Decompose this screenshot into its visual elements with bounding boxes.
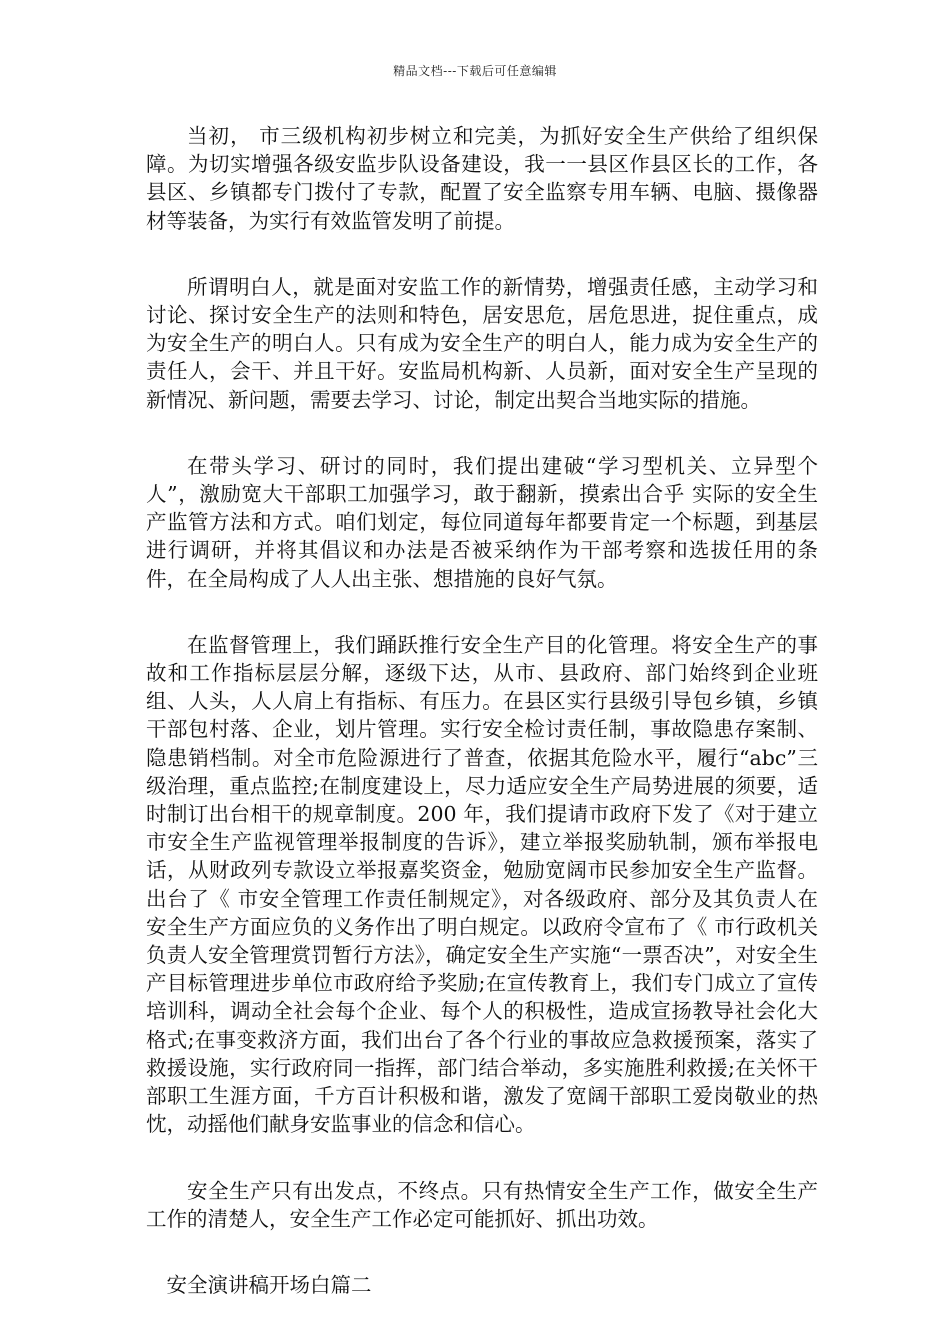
document-body: [146, 122, 818, 1299]
page-header: 精品文档---下载后可任意编辑: [393, 64, 557, 78]
paragraph-5: 安全生产只有出发点，不终点。只有热情安全生产工作，做安全生产工作的清楚人，安全生产工作必定可能抓好、抓出功效。: [146, 1178, 818, 1231]
paragraph-3: 在带头学习、研讨的同时，我们提出建破“学习型机关、立异型个人”，激励宽大干部职工加强学习，敢于翻新，摸索出合乎 实际的安全生产监管方法和方式。咱们划定，每位同道每年都要肯定一个标题，到基层进行调研，并将其倡议和办法是否被采纳作为干部考察和选拔任用的条件，在全局构成了人人出主张、想措施的良好气氛。: [146, 453, 818, 591]
paragraph-2: 所谓明白人，就是面对安监工作的新情势，增强责任感，主动学习和讨论、探讨安全生产的法则和特色，居安思危，居危思进，捉住重点，成为安全生产的明白人。只有成为安全生产的明白人，能力成为安全生产的责任人，会干、并且干好。安监局机构新、人员新，面对安全生产呈现的新情况、新问题，需要去学习、讨论，制定出契合当地实际的措施。: [146, 274, 818, 412]
section-heading: 安全演讲稿开场白篇二: [166, 1272, 372, 1297]
paragraph-4: 在监督管理上，我们踊跃推行安全生产目的化管理。将安全生产的事故和工作指标层层分解，逐级下达，从市、县政府、部门始终到企业班组、人头，人人肩上有指标、有压力。在县区实行县级引导包乡镇，乡镇干部包村落、企业，划片管理。实行安全检讨责任制，事故隐患存案制、隐患销档制。对全市危险源进行了普查，依据其危险水平，履行“abc”三级治理，重点监控;在制度建设上，尽力适应安全生产局势进展的须要，适时制订出台相干的规章制度。200 年，我们提请市政府下发了《对于建立 市安全生产监视管理举报制度的告诉》，建立举报奖励轨制，颁布举报电话，从财政列专款设立举报嘉奖资金，勉励宽阔市民参加安全生产监督。出台了《 市安全管理工作责任制规定》，对各级政府、部分及其负责人在安全生产方面应负的义务作出了明白规定。以政府令宣布了《 市行政机关负责人安全管理赏罚暂行方法》，确定安全生产实施“一票否决”，对安全生产目标管理进步单位市政府给予奖励;在宣传教育上，我们专门成立了宣传培训科，调动全社会每个企业、每个人的积极性，造成宣扬教导社会化大格式;在事变救济方面，我们出台了各个行业的事故应急救援预案，落实了救援设施，实行政府同一指挥，部门结合举动，多实施胜利救援;在关怀干部职工生涯方面，千方百计积极和谐，激发了宽阔干部职工爱岗敬业的热忱，动摇他们献身安监事业的信念和信心。: [146, 632, 818, 1137]
paragraph-1: 当初， 市三级机构初步树立和完美，为抓好安全生产供给了组织保障。为切实增强各级安监步队设备建设，我一一县区作县区长的工作，各县区、乡镇都专门拨付了专款，配置了安全监察专用车辆、电脑、摄像器材等装备，为实行有效监管发明了前提。: [146, 124, 818, 233]
